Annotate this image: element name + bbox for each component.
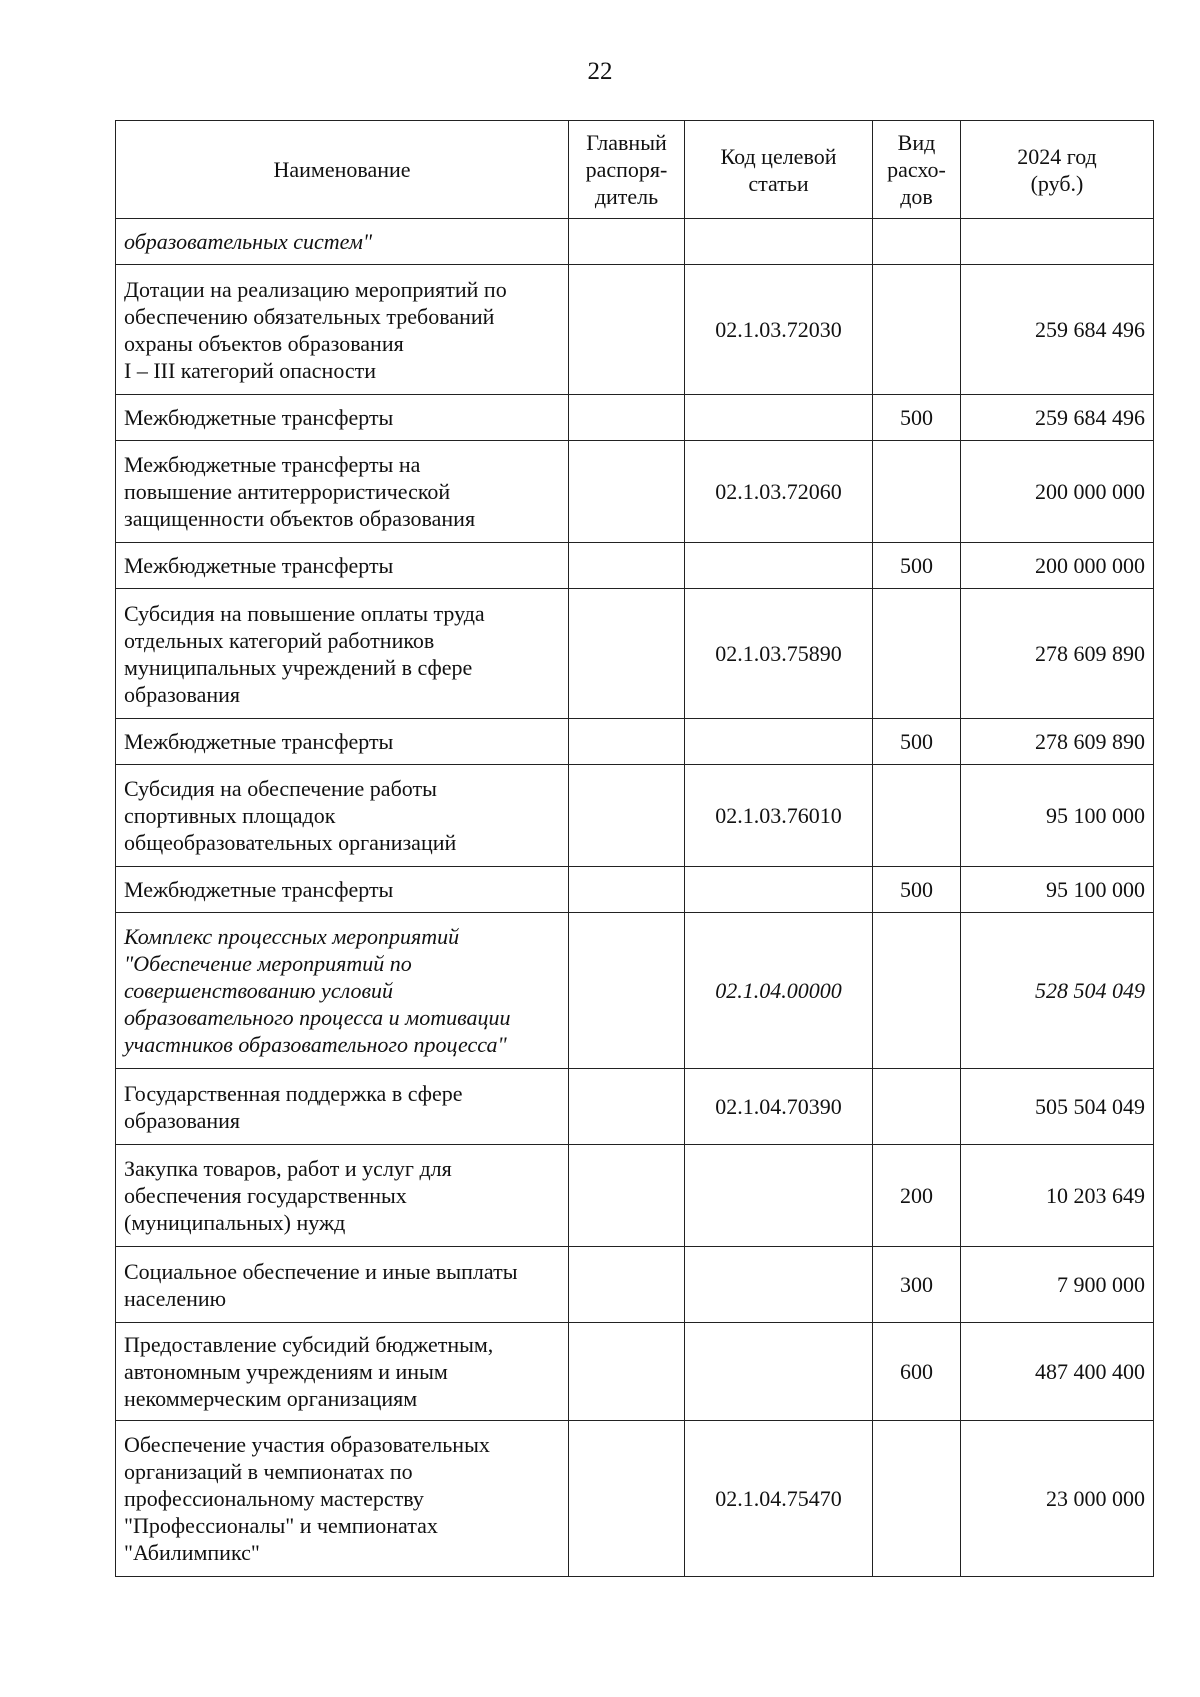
row-expense-type: 500 [873,543,961,589]
row-name-line: обеспечению обязательных требований [124,303,495,329]
row-name-line: Социальное обеспечение и иные выплаты [124,1258,518,1284]
row-amount: 278 609 890 [961,589,1154,719]
row-name-line: населению [124,1285,227,1311]
row-code [685,719,873,765]
row-name [116,913,569,1069]
table-body [116,219,1154,1577]
row-code: 02.1.04.75470 [685,1421,873,1577]
row-manager [569,913,685,1069]
row-expense-type [873,265,961,395]
row-manager [569,219,685,265]
row-expense-type: 500 [873,719,961,765]
row-name-line: Субсидия на обеспечение работы [124,776,437,801]
row-name-line: Межбюджетные трансферты на [124,452,421,477]
row-name-line: образования [124,681,241,707]
row-amount: 259 684 496 [961,265,1154,395]
row-expense-type [873,441,961,543]
row-name [116,395,569,441]
row-expense-type [873,589,961,719]
row-amount [961,219,1154,265]
row-name-line: образования [124,1107,241,1133]
row-manager [569,1069,685,1145]
row-amount: 95 100 000 [961,867,1154,913]
table-row [116,543,1154,589]
row-code: 02.1.03.72030 [685,265,873,395]
row-name-line: Дотации на реализацию мероприятий по [124,276,507,302]
row-name [116,1069,569,1145]
header-name: Наименование [116,121,569,219]
row-name [116,1421,569,1577]
row-name [116,441,569,543]
table-row [116,1247,1154,1323]
row-amount: 528 504 049 [961,913,1154,1069]
row-manager [569,265,685,395]
row-code [685,1145,873,1247]
header-amount: 2024 год (руб.) [961,121,1154,219]
row-name [116,219,569,265]
budget-table [115,120,1154,1577]
row-name [116,719,569,765]
table-row [116,1323,1154,1421]
row-expense-type: 200 [873,1145,961,1247]
row-amount: 278 609 890 [961,719,1154,765]
table-row [116,765,1154,867]
row-name-line: Комплекс процессных мероприятий [124,924,460,949]
row-code [685,1247,873,1323]
row-amount: 259 684 496 [961,395,1154,441]
row-name-line: Обеспечение участия образовательных [124,1432,490,1457]
row-name-line: организаций в чемпионатах по [124,1459,413,1484]
row-name [116,543,569,589]
row-expense-type [873,219,961,265]
table-row [116,1145,1154,1247]
row-name-line: охраны объектов образования [124,330,404,356]
row-code: 02.1.03.75890 [685,589,873,719]
row-name-line: Субсидия на повышение оплаты труда [124,600,485,626]
row-name-line: Межбюджетные трансферты [124,405,394,430]
row-name [116,589,569,719]
table-row [116,719,1154,765]
row-manager [569,543,685,589]
row-name [116,867,569,913]
row-name-line: совершенствованию условий [124,978,393,1003]
row-expense-type: 600 [873,1323,961,1421]
table-row [116,441,1154,543]
row-expense-type: 300 [873,1247,961,1323]
row-name [116,1247,569,1323]
row-name-line: спортивных площадок [124,803,336,828]
row-name-line: отдельных категорий работников [124,627,435,653]
row-name-line: Межбюджетные трансферты [124,729,394,754]
row-expense-type [873,1069,961,1145]
row-name-line: Межбюджетные трансферты [124,553,394,578]
table-row [116,265,1154,395]
row-name [116,1323,569,1421]
row-expense-type [873,913,961,1069]
row-manager [569,1323,685,1421]
row-name-line: профессиональному мастерству [124,1486,424,1511]
row-code: 02.1.03.76010 [685,765,873,867]
row-name-line: Закупка товаров, работ и услуг для [124,1156,452,1181]
table-row [116,395,1154,441]
row-code [685,543,873,589]
row-name [116,765,569,867]
table-row [116,219,1154,265]
row-name-line: повышение антитеррористической [124,479,451,504]
row-amount: 487 400 400 [961,1323,1154,1421]
row-name-line: Государственная поддержка в сфере [124,1080,463,1106]
table-header-row [116,121,1154,219]
row-name-line: "Обеспечение мероприятий по [124,951,412,976]
table-row [116,913,1154,1069]
row-name-line: I – III категорий опасности [124,357,377,383]
row-name [116,265,569,395]
row-amount: 10 203 649 [961,1145,1154,1247]
row-manager [569,1247,685,1323]
row-code [685,219,873,265]
row-expense-type [873,765,961,867]
row-code: 02.1.04.70390 [685,1069,873,1145]
header-code: Код целевой статьи [685,121,873,219]
row-name-line: защищенности объектов образования [124,506,476,531]
row-code [685,395,873,441]
row-amount: 95 100 000 [961,765,1154,867]
row-amount: 23 000 000 [961,1421,1154,1577]
header-manager: Главный распоря- дитель [569,121,685,219]
row-name-line: Межбюджетные трансферты [124,877,394,902]
row-name-line: некоммерческим организациям [124,1386,418,1411]
table-row [116,589,1154,719]
row-name-line: автономным учреждениям и иным [124,1359,448,1384]
row-manager [569,1145,685,1247]
row-amount: 505 504 049 [961,1069,1154,1145]
row-name-line: (муниципальных) нужд [124,1210,346,1235]
row-name [116,1145,569,1247]
row-name-line: муниципальных учреждений в сфере [124,654,473,680]
row-code: 02.1.03.72060 [685,441,873,543]
row-expense-type: 500 [873,867,961,913]
row-manager [569,867,685,913]
row-code [685,867,873,913]
row-manager [569,1421,685,1577]
row-name-line: образовательного процесса и мотивации [124,1005,511,1030]
table-row [116,867,1154,913]
header-type: Вид расхо- дов [873,121,961,219]
row-amount: 200 000 000 [961,543,1154,589]
row-code [685,1323,873,1421]
row-manager [569,589,685,719]
table-row [116,1069,1154,1145]
table-row [116,1421,1154,1577]
row-amount: 7 900 000 [961,1247,1154,1323]
row-expense-type: 500 [873,395,961,441]
row-manager [569,441,685,543]
row-name-line: Предоставление субсидий бюджетным, [124,1332,494,1357]
row-manager [569,765,685,867]
row-code: 02.1.04.00000 [685,913,873,1069]
row-manager [569,719,685,765]
row-name-line: общеобразовательных организаций [124,830,457,855]
row-name-line: "Профессионалы" и чемпионатах [124,1513,438,1538]
row-expense-type [873,1421,961,1577]
page-number: 22 [587,58,613,85]
row-name-line: обеспечения государственных [124,1183,407,1208]
row-name-line: "Абилимпикс" [124,1540,260,1565]
row-name-line: участников образовательного процесса" [124,1032,507,1057]
row-amount: 200 000 000 [961,441,1154,543]
row-manager [569,395,685,441]
row-name-line: образовательных систем" [124,229,373,254]
